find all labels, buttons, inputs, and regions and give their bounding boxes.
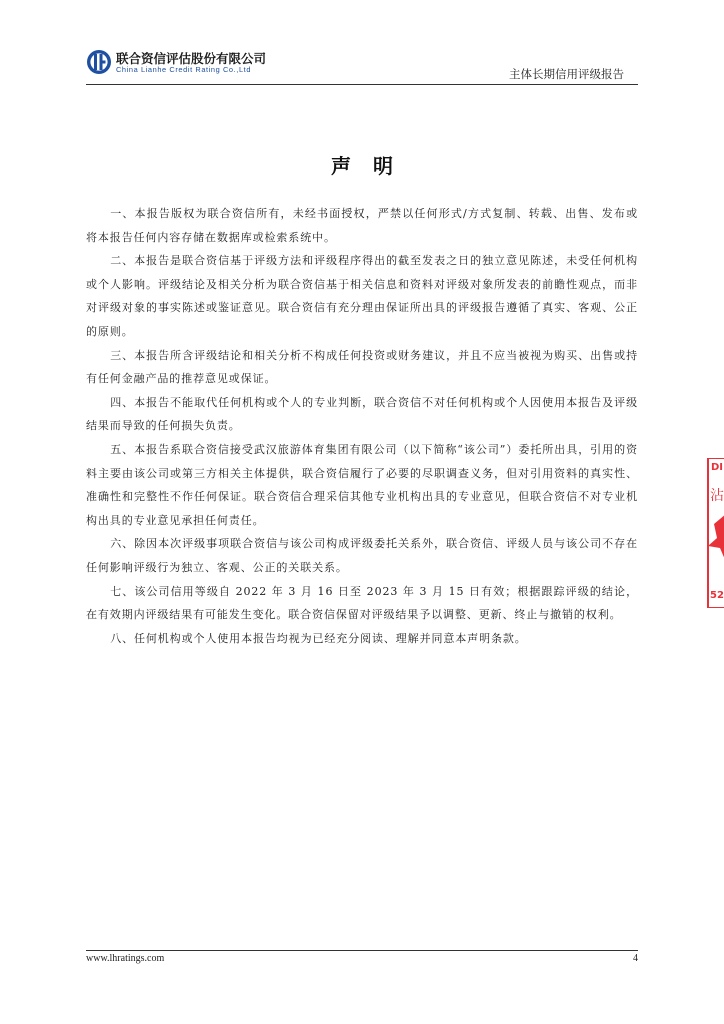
declaration-paragraph: 七、该公司信用等级自 2022 年 3 月 16 日至 2023 年 3 月 15 日有效；根据跟踪评级的结论，在有效期内评级结果有可能发生变化。联合资信保留对评级结果予以调整、更新、终止与撤销的权利。 xyxy=(86,584,638,622)
header-divider xyxy=(86,84,638,85)
report-type-label: 主体长期信用评级报告 xyxy=(509,67,624,81)
declaration-paragraph: 六、除因本次评级事项联合资信与该公司构成评级委托关系外，联合资信、评级人员与该公司不存在任何影响评级行为独立、客观、公正的关联关系。 xyxy=(86,537,638,574)
declaration-paragraph: 八、任何机构或个人使用本报告均视为已经充分阅读、理解并同意本声明条款。 xyxy=(110,631,527,645)
declaration-paragraph: 二、本报告是联合资信基于评级方法和评级程序得出的截至发表之日的独立意见陈述，未受任何机构或个人影响。评级结论及相关分析为联合资信基于相关信息和资料对评级对象所发表的前瞻性观点，而非对评级对象的事实陈述或鉴证意见。联合资信有充分理由保证所出具的评级报告遵循了真实、客观、公正的原则。 xyxy=(86,254,638,338)
declaration-body xyxy=(86,202,638,650)
lianhe-logo-icon xyxy=(86,49,112,75)
company-name-en: China Lianhe Credit Rating Co.,Ltd xyxy=(116,65,252,74)
declaration-paragraph: 五、本报告系联合资信接受武汉旅游体育集团有限公司（以下简称“该公司”）委托所出具，引用的资料主要由该公司或第三方相关主体提供，联合资信履行了必要的尽职调查义务，但对引用资料的真实性、准确性和完整性不作任何保证。联合资信合理采信其他专业机构出具的专业意见，但联合资信不对专业机构出具的专业意见承担任何责任。 xyxy=(86,442,638,527)
declaration-paragraph: 四、本报告不能取代任何机构或个人的专业判断，联合资信不对任何机构或个人因使用本报告及评级结果而导致的任何损失负责。 xyxy=(86,395,638,433)
stamp-text-middle: 沾 xyxy=(710,488,724,504)
page-header xyxy=(86,48,638,84)
company-name-cn: 联合资信评估股份有限公司 xyxy=(116,51,267,66)
stamp-text-bottom: 52 xyxy=(710,590,724,601)
footer-divider xyxy=(86,950,638,951)
page-number: 4 xyxy=(633,953,638,964)
stamp-text-top: DI xyxy=(711,462,724,473)
stamp-graphic xyxy=(704,458,724,608)
company-logo xyxy=(86,48,326,78)
page-title: 声明 xyxy=(331,154,415,178)
declaration-paragraph: 三、本报告所含评级结论和相关分析不构成任何投资或财务建议，并且不应当被视为购买、出售或持有任何金融产品的推荐意见或保证。 xyxy=(86,348,638,386)
red-stamp-watermark xyxy=(704,458,724,608)
declaration-paragraph: 一、本报告版权为联合资信所有，未经书面授权，严禁以任何形式/方式复制、转载、出售、发布或将本报告任何内容存储在数据库或检索系统中。 xyxy=(86,207,638,244)
footer-website: www.lhratings.com xyxy=(86,953,165,964)
